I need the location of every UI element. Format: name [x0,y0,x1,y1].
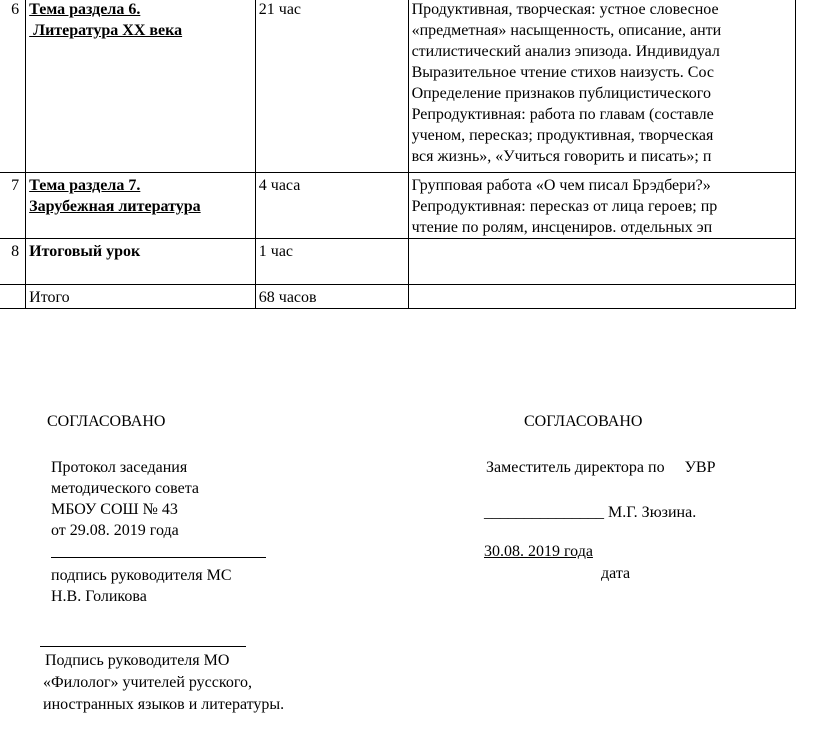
topic-title: Тема раздела 6. [29,1,141,18]
row-number: 6 [0,0,26,173]
topic-cell [26,285,256,309]
topic-subtitle: Зарубежная литература [29,198,201,215]
row-number: 8 [0,239,26,285]
left-signer-name: Н.В. Голикова [51,588,147,605]
topic-subtitle: Литература XX века [29,22,183,39]
left-approval-heading: СОГЛАСОВАНО [47,413,166,430]
work-line: вся жизнь», «Учиться говорить и писать»; п [411,148,712,165]
work-line: ученом, пересказ; продуктивная, творческая [411,127,714,144]
topic-title: Итоговый урок [29,243,141,260]
work-line: «предметная» насыщенность, описание, анти [411,22,722,39]
right-signer-line: _______________ М.Г. Зюзина. [484,504,697,521]
hours-cell: 68 часов [255,285,408,309]
mo-signature-caption: «Филолог» учителей русского, [43,674,252,691]
left-signature-caption: подпись руководителя МС [51,567,232,584]
topic-cell [26,239,256,285]
total-label: Итого [29,289,70,306]
hours-cell: 4 часа [255,173,408,239]
left-protocol-line: методического совета [51,480,199,497]
work-cell [408,239,795,285]
row-number [0,285,26,309]
table-row [0,239,796,285]
work-line: Определение признаков публицистического [411,85,711,102]
work-line: Групповая работа «О чем писал Брэдбери?» [411,177,711,194]
work-line: стилистический анализ эпизода. Индивидуал [411,43,720,60]
right-position-line: Заместитель директора по УВР [486,459,716,476]
table-row [0,173,796,239]
table-row [0,285,796,309]
topic-cell [26,173,256,239]
plan-table [0,0,796,309]
left-protocol-date: от 29.08. 2019 года [51,522,179,539]
work-line: Выразительное чтение стихов наизусть. Сос [411,64,714,81]
hours-cell: 21 час [255,0,408,173]
left-protocol-line: МБОУ СОШ № 43 [51,501,178,518]
work-cell [408,0,795,173]
work-line: чтение по ролям, инсцениров. отдельных эп [411,219,713,236]
right-date-caption: дата [601,565,631,582]
topic-title: Тема раздела 7. [29,177,141,194]
row-number: 7 [0,173,26,239]
right-date: 30.08. 2019 года [484,543,593,560]
signature-line [51,557,266,558]
work-line: Репродуктивная: работа по главам (составле [411,106,714,123]
mo-signature-caption: иностранных языков и литературы. [43,696,285,713]
table-row [0,0,796,173]
hours-cell: 1 час [255,239,408,285]
signature-line [40,646,246,647]
topic-cell [26,0,256,173]
mo-signature-caption: Подпись руководителя МО [45,652,230,669]
work-line: Репродуктивная: пересказ от лица героев; пр [411,198,718,215]
left-protocol-line: Протокол заседания [51,459,188,476]
work-cell [408,173,795,239]
work-line: Продуктивная, творческая: устное словесное [411,1,719,18]
work-cell [408,285,795,309]
right-approval-heading: СОГЛАСОВАНО [524,413,643,430]
